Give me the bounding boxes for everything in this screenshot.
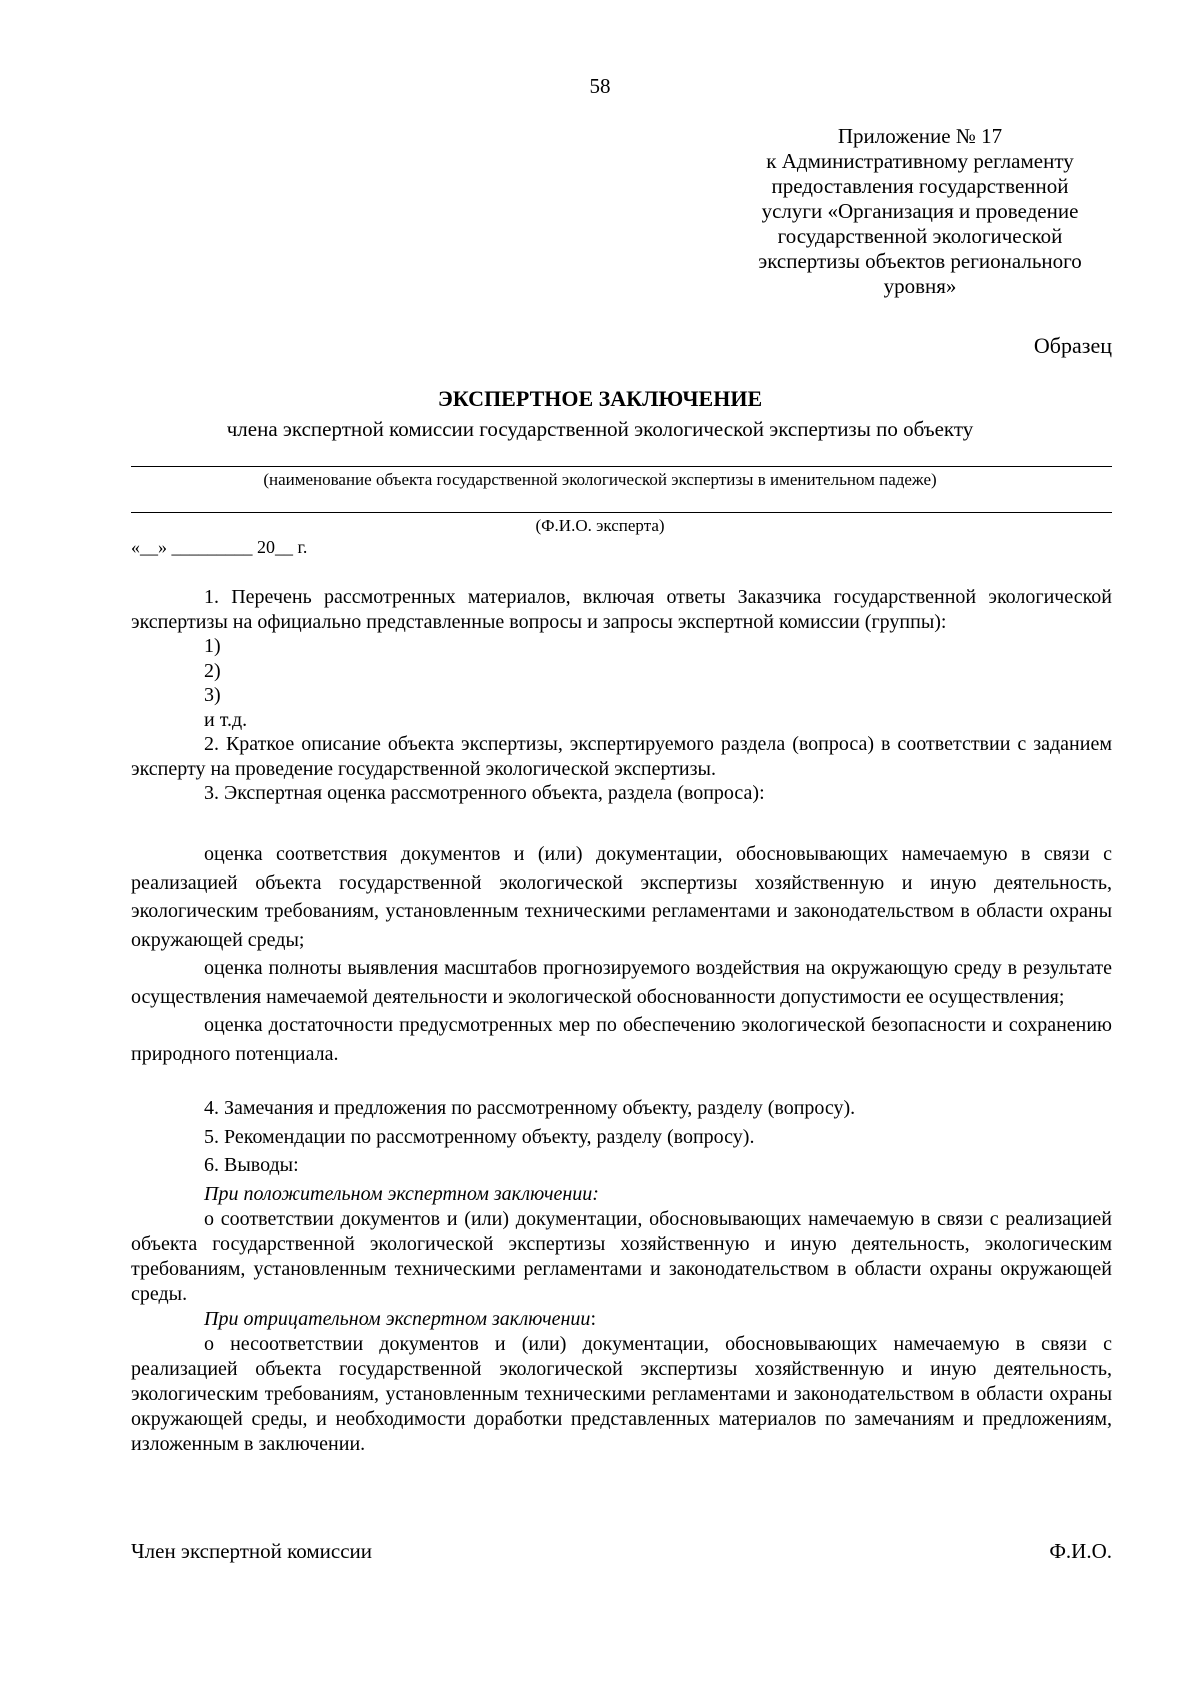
sample-label: Образец	[1033, 333, 1112, 358]
appendix-line: к Административному регламенту	[766, 149, 1074, 173]
positive-conclusion-label: При положительном экспертном заключении:	[204, 1183, 599, 1205]
appendix-line: услуги «Организация и проведение	[761, 199, 1079, 223]
signature-name: Ф.И.О.	[1049, 1539, 1112, 1563]
negative-conclusion-text: о несоответствии документов и (или) документации, обосновывающих намечаемую в связи с реализацией объекта государственной экологической экспертизы хозяйственную и иную деятельность, экологическим требованиям, установленным техническими регламентами и законодательством в области охраны окружающей среды, и необходимости доработки представленных материалов по замечаниям и предложениям, изложенным в заключении.	[131, 1333, 1112, 1455]
section-3-paragraphs	[131, 840, 1112, 1068]
expert-name-caption: (Ф.И.О. эксперта)	[535, 516, 665, 535]
conclusions	[131, 1182, 1112, 1457]
appendix-line: уровня»	[883, 274, 957, 298]
document-subtitle: члена экспертной комиссии государственной экологической экспертизы по объекту	[226, 417, 974, 441]
appendix-line: государственной экологической	[777, 224, 1063, 248]
negative-conclusion-heading	[131, 1307, 1112, 1332]
section-6-heading: 6. Выводы:	[204, 1154, 299, 1176]
expert-name-line	[131, 512, 1112, 513]
signature-role: Член экспертной комиссии	[131, 1539, 373, 1563]
sections-4-6	[131, 1094, 1112, 1180]
list-item: 1)	[204, 635, 221, 657]
appendix-block	[740, 124, 1100, 299]
section-1-text: 1. Перечень рассмотренных материалов, включая ответы Заказчика государственной экологической экспертизы на официально представленные вопросы и запросы экспертной комиссии (группы):	[131, 586, 1112, 633]
appendix-line: экспертизы объектов регионального	[758, 249, 1082, 273]
list-item: 3)	[204, 684, 221, 706]
section-2-text: 2. Краткое описание объекта экспертизы, экспертируемого раздела (вопроса) в соответствии с заданием эксперту на проведение государственной экологической экспертизы.	[131, 733, 1112, 780]
list-item: и т.д.	[204, 708, 248, 731]
list-item: 2)	[204, 659, 221, 682]
section-3-heading: 3. Экспертная оценка рассмотренного объекта, раздела (вопроса):	[204, 782, 765, 804]
assessment-paragraph: оценка полноты выявления масштабов прогнозируемого воздействия на окружающую среду в результате осуществления намечаемой деятельности и экологической обоснованности допустимости ее осуществления;	[131, 957, 1112, 1008]
section-4-text: 4. Замечания и предложения по рассмотренному объекту, разделу (вопросу).	[204, 1097, 856, 1119]
negative-conclusion-label: При отрицательном экспертном заключении	[204, 1308, 591, 1330]
negative-conclusion-colon: :	[590, 1308, 596, 1330]
positive-conclusion-text: о соответствии документов и (или) документации, обосновывающих намечаемую в связи с реализацией объекта государственной экологической экспертизы хозяйственную и иную деятельность, экологическим требованиям, установленным техническими регламентами и законодательством в области охраны окружающей среды.	[131, 1208, 1112, 1305]
assessment-paragraph: оценка достаточности предусмотренных мер по обеспечению экологической безопасности и сохранению природного потенциала.	[131, 1014, 1112, 1065]
section-1	[131, 585, 1112, 806]
appendix-line: предоставления государственной	[771, 174, 1069, 198]
date-line: «__» _________ 20__ г.	[131, 537, 308, 557]
object-name-caption: (наименование объекта государственной экологической экспертизы в именительном падеже)	[263, 470, 937, 489]
object-name-line	[131, 466, 1112, 467]
document-title: ЭКСПЕРТНОЕ ЗАКЛЮЧЕНИЕ	[437, 386, 763, 411]
page-number: 58	[589, 74, 611, 98]
assessment-paragraph: оценка соответствия документов и (или) документации, обосновывающих намечаемую в связи с реализацией объекта государственной экологической экспертизы хозяйственную и иную деятельность, экологическим требованиям, установленным техническими регламентами и законодательством в области охраны окружающей среды;	[131, 843, 1112, 951]
section-5-text: 5. Рекомендации по рассмотренному объекту, разделу (вопросу).	[204, 1125, 755, 1148]
appendix-line: Приложение № 17	[837, 124, 1003, 148]
